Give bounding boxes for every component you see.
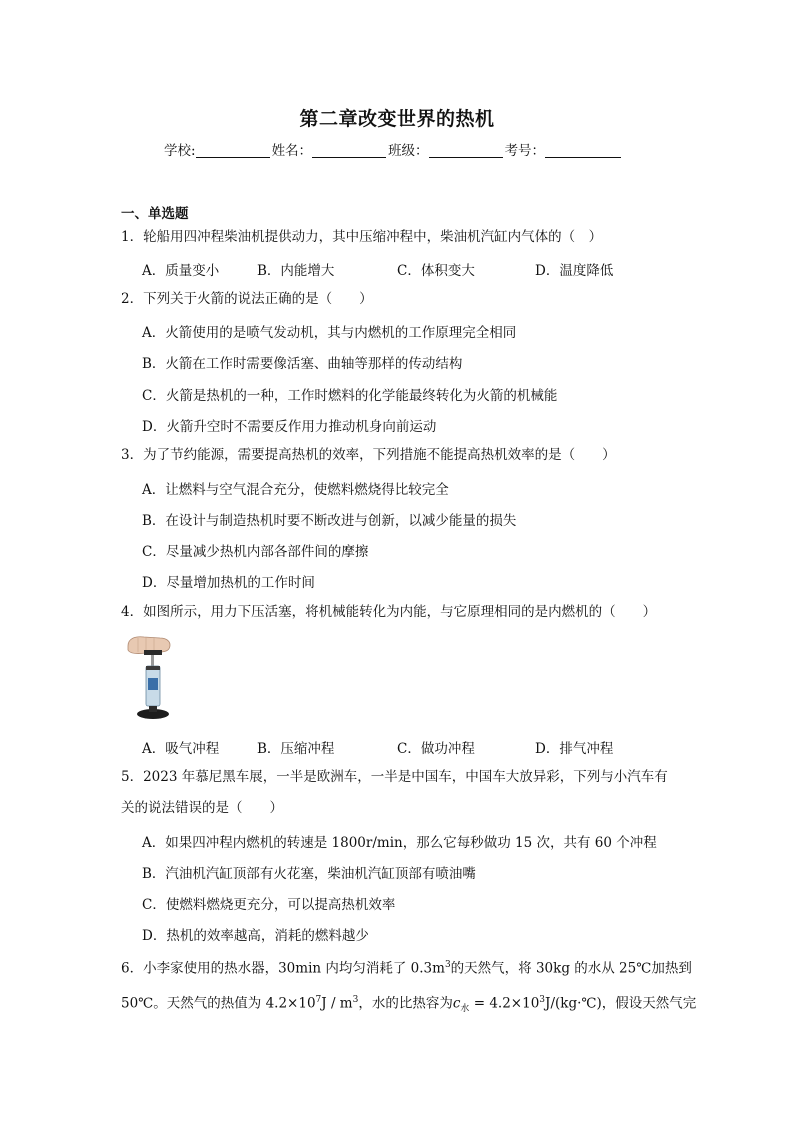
exam-no-label: 考号： bbox=[504, 143, 546, 159]
question-6-line-2-e: J/(kg·℃)，假设天然气完 bbox=[545, 995, 697, 1012]
question-1-option-a: A．质量变小 bbox=[142, 263, 220, 279]
question-2-option-c: C．火箭是热机的一种，工作时燃料的化学能最终转化为火箭的机械能 bbox=[142, 388, 558, 404]
question-3-option-d: D．尽量增加热机的工作时间 bbox=[142, 575, 315, 591]
name-label: 姓名： bbox=[271, 143, 313, 159]
question-1-stem: 1．轮船用四冲程柴油机提供动力，其中压缩冲程中，柴油机汽缸内气体的（ ） bbox=[121, 229, 603, 245]
question-4-stem: 4．如图所示，用力下压活塞，将机械能转化为内能，与它原理相同的是内燃机的（ ） bbox=[121, 604, 657, 620]
question-4-option-a: A．吸气冲程 bbox=[142, 741, 220, 757]
question-5-option-a: A．如果四冲程内燃机的转速是 1800r/min，那么它每秒做功 15 次，共有 60 个冲程 bbox=[142, 835, 657, 851]
question-6-line-2-c: ，水的比热容为 bbox=[358, 995, 453, 1012]
question-5-option-d: D．热机的效率越高，消耗的燃料越少 bbox=[142, 928, 369, 944]
specific-heat-symbol: c bbox=[452, 995, 461, 1012]
question-5-option-c: C．使燃料燃烧更充分，可以提高热机效率 bbox=[142, 897, 396, 913]
question-2-option-d: D．火箭升空时不需要反作用力推动机身向前运动 bbox=[142, 419, 437, 435]
question-6-line-2-b: J / m bbox=[321, 995, 353, 1012]
question-1-option-c: C．体积变大 bbox=[397, 263, 475, 279]
question-6-line-1 bbox=[121, 950, 692, 985]
question-4-option-c: C．做功冲程 bbox=[397, 741, 475, 757]
question-3-option-b: B．在设计与制造热机时要不断改进与创新，以减少能量的损失 bbox=[142, 513, 517, 529]
name-blank[interactable] bbox=[312, 143, 386, 158]
question-3-option-c: C．尽量减少热机内部各部件间的摩擦 bbox=[142, 544, 369, 560]
question-6-line-2 bbox=[121, 985, 697, 1025]
page-title: 第二章改变世界的热机 bbox=[299, 108, 495, 130]
question-5-option-b: B．汽油机汽缸顶部有火花塞，柴油机汽缸顶部有喷油嘴 bbox=[142, 866, 476, 882]
question-2-option-b: B．火箭在工作时需要像活塞、曲轴等那样的传动结构 bbox=[142, 356, 463, 372]
question-4-option-b: B．压缩冲程 bbox=[257, 741, 335, 757]
specific-heat-subscript: 水 bbox=[460, 1004, 470, 1015]
school-blank[interactable] bbox=[196, 143, 270, 158]
question-6-line-1-b: 的天然气，将 30kg 的水从 25℃加热到 bbox=[450, 960, 692, 977]
question-6-line-2-a: 50℃。天然气的热值为 4.2×10 bbox=[121, 995, 316, 1012]
question-6-line-1-sup: 3 bbox=[444, 960, 451, 970]
question-6-line-2-sup-1: 7 bbox=[315, 995, 322, 1005]
question-1-option-b: B．内能增大 bbox=[257, 263, 335, 279]
class-blank[interactable] bbox=[429, 143, 503, 158]
question-5-stem-line-2: 关的说法错误的是（ ） bbox=[121, 800, 283, 816]
question-6-line-2-d: = 4.2×10 bbox=[469, 995, 540, 1012]
question-5-stem-line-1: 5．2023 年慕尼黑车展，一半是欧洲车，一半是中国车，中国车大放异彩，下列与小汽车有 bbox=[121, 769, 668, 785]
school-label: 学校: bbox=[164, 143, 196, 159]
question-6-line-2-sup-3: 3 bbox=[539, 995, 546, 1005]
exam-no-blank[interactable] bbox=[545, 143, 621, 158]
question-4-option-d: D．排气冲程 bbox=[535, 741, 614, 757]
question-3-option-a: A．让燃料与空气混合充分，使燃料燃烧得比较完全 bbox=[142, 482, 449, 498]
class-label: 班级： bbox=[388, 143, 429, 159]
question-2-stem: 2．下列关于火箭的说法正确的是（ ） bbox=[121, 291, 373, 307]
piston-pump-figure bbox=[124, 632, 180, 722]
section-title: 一、单选题 bbox=[121, 206, 189, 222]
question-1-option-d: D．温度降低 bbox=[535, 263, 614, 279]
student-info-line bbox=[164, 139, 623, 159]
question-6-line-1-a: 6．小李家使用的热水器，30min 内均匀消耗了 0.3m bbox=[121, 960, 445, 977]
question-2-option-a: A．火箭使用的是喷气发动机，其与内燃机的工作原理完全相同 bbox=[142, 325, 517, 341]
question-3-stem: 3．为了节约能源，需要提高热机的效率，下列措施不能提高热机效率的是（ ） bbox=[121, 447, 616, 463]
question-6-line-2-sup-2: 3 bbox=[352, 995, 359, 1005]
